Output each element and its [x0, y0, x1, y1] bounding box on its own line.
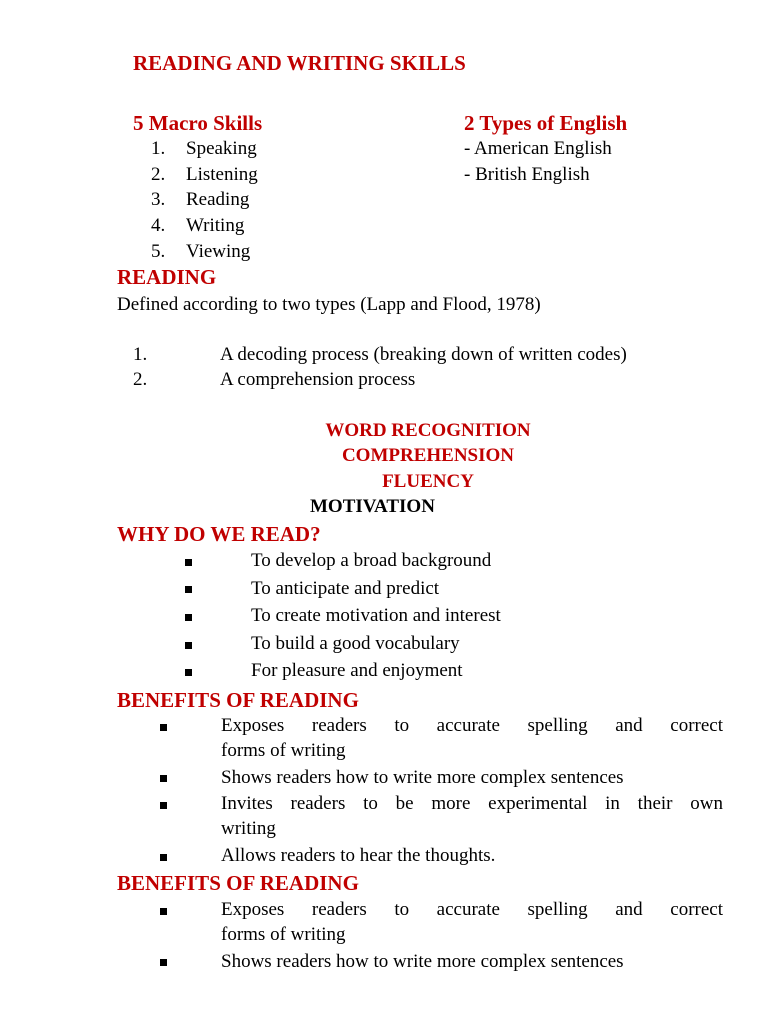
list-number: 3. — [151, 189, 166, 210]
center-term: WORD RECOGNITION — [325, 420, 531, 441]
center-term: COMPREHENSION — [341, 445, 515, 466]
center-term: FLUENCY — [382, 471, 474, 492]
list-item: Viewing — [186, 241, 251, 262]
list-item: Listening — [186, 164, 258, 185]
reading-definition: Defined according to two types (Lapp and Flood, 1978) — [117, 294, 541, 315]
list-number: 2. — [133, 369, 148, 390]
list-number: 1. — [151, 138, 166, 159]
bullet-icon — [160, 854, 167, 861]
bullet-icon — [160, 775, 167, 782]
list-item: Writing — [186, 215, 245, 236]
list-item: Speaking — [186, 138, 257, 159]
page-title: READING AND WRITING SKILLS — [133, 51, 466, 75]
list-item: Exposes readers to accurate spelling and correct — [221, 899, 723, 920]
list-item: - American English — [464, 138, 612, 159]
list-item-continued: forms of writing — [221, 924, 346, 945]
list-item: For pleasure and enjoyment — [251, 660, 463, 681]
reading-heading: READING — [117, 265, 217, 289]
center-term: MOTIVATION — [310, 496, 435, 517]
list-number: 1. — [133, 344, 148, 365]
bullet-icon — [160, 959, 167, 966]
list-item: Exposes readers to accurate spelling and correct — [221, 715, 723, 736]
bullet-icon — [160, 802, 167, 809]
bullet-icon — [185, 669, 192, 676]
list-item: - British English — [464, 164, 590, 185]
list-item: To create motivation and interest — [251, 605, 501, 626]
bullet-icon — [185, 642, 192, 649]
bullet-icon — [185, 586, 192, 593]
list-number: 2. — [151, 164, 166, 185]
list-item: Shows readers how to write more complex sentences — [221, 767, 624, 788]
list-item: A decoding process (breaking down of written codes) — [220, 344, 627, 365]
list-number: 5. — [151, 241, 166, 262]
english-types-heading: 2 Types of English — [464, 111, 628, 135]
list-item: To build a good vocabulary — [251, 633, 460, 654]
list-item: To anticipate and predict — [251, 578, 440, 599]
list-item: To develop a broad background — [251, 550, 492, 571]
list-item-continued: forms of writing — [221, 740, 346, 761]
list-item: Shows readers how to write more complex sentences — [221, 951, 624, 972]
bullet-icon — [185, 559, 192, 566]
bullet-icon — [160, 908, 167, 915]
list-item: Reading — [186, 189, 250, 210]
list-item-continued: writing — [221, 818, 276, 839]
benefits-heading: BENEFITS OF READING — [117, 688, 359, 712]
benefits-heading: BENEFITS OF READING — [117, 871, 359, 895]
macro-skills-heading: 5 Macro Skills — [133, 111, 263, 135]
bullet-icon — [160, 724, 167, 731]
list-number: 4. — [151, 215, 166, 236]
why-heading: WHY DO WE READ? — [117, 522, 321, 546]
list-item: A comprehension process — [220, 369, 416, 390]
list-item: Invites readers to be more experimental in their own — [221, 793, 723, 814]
bullet-icon — [185, 614, 192, 621]
list-item: Allows readers to hear the thoughts. — [221, 845, 496, 866]
